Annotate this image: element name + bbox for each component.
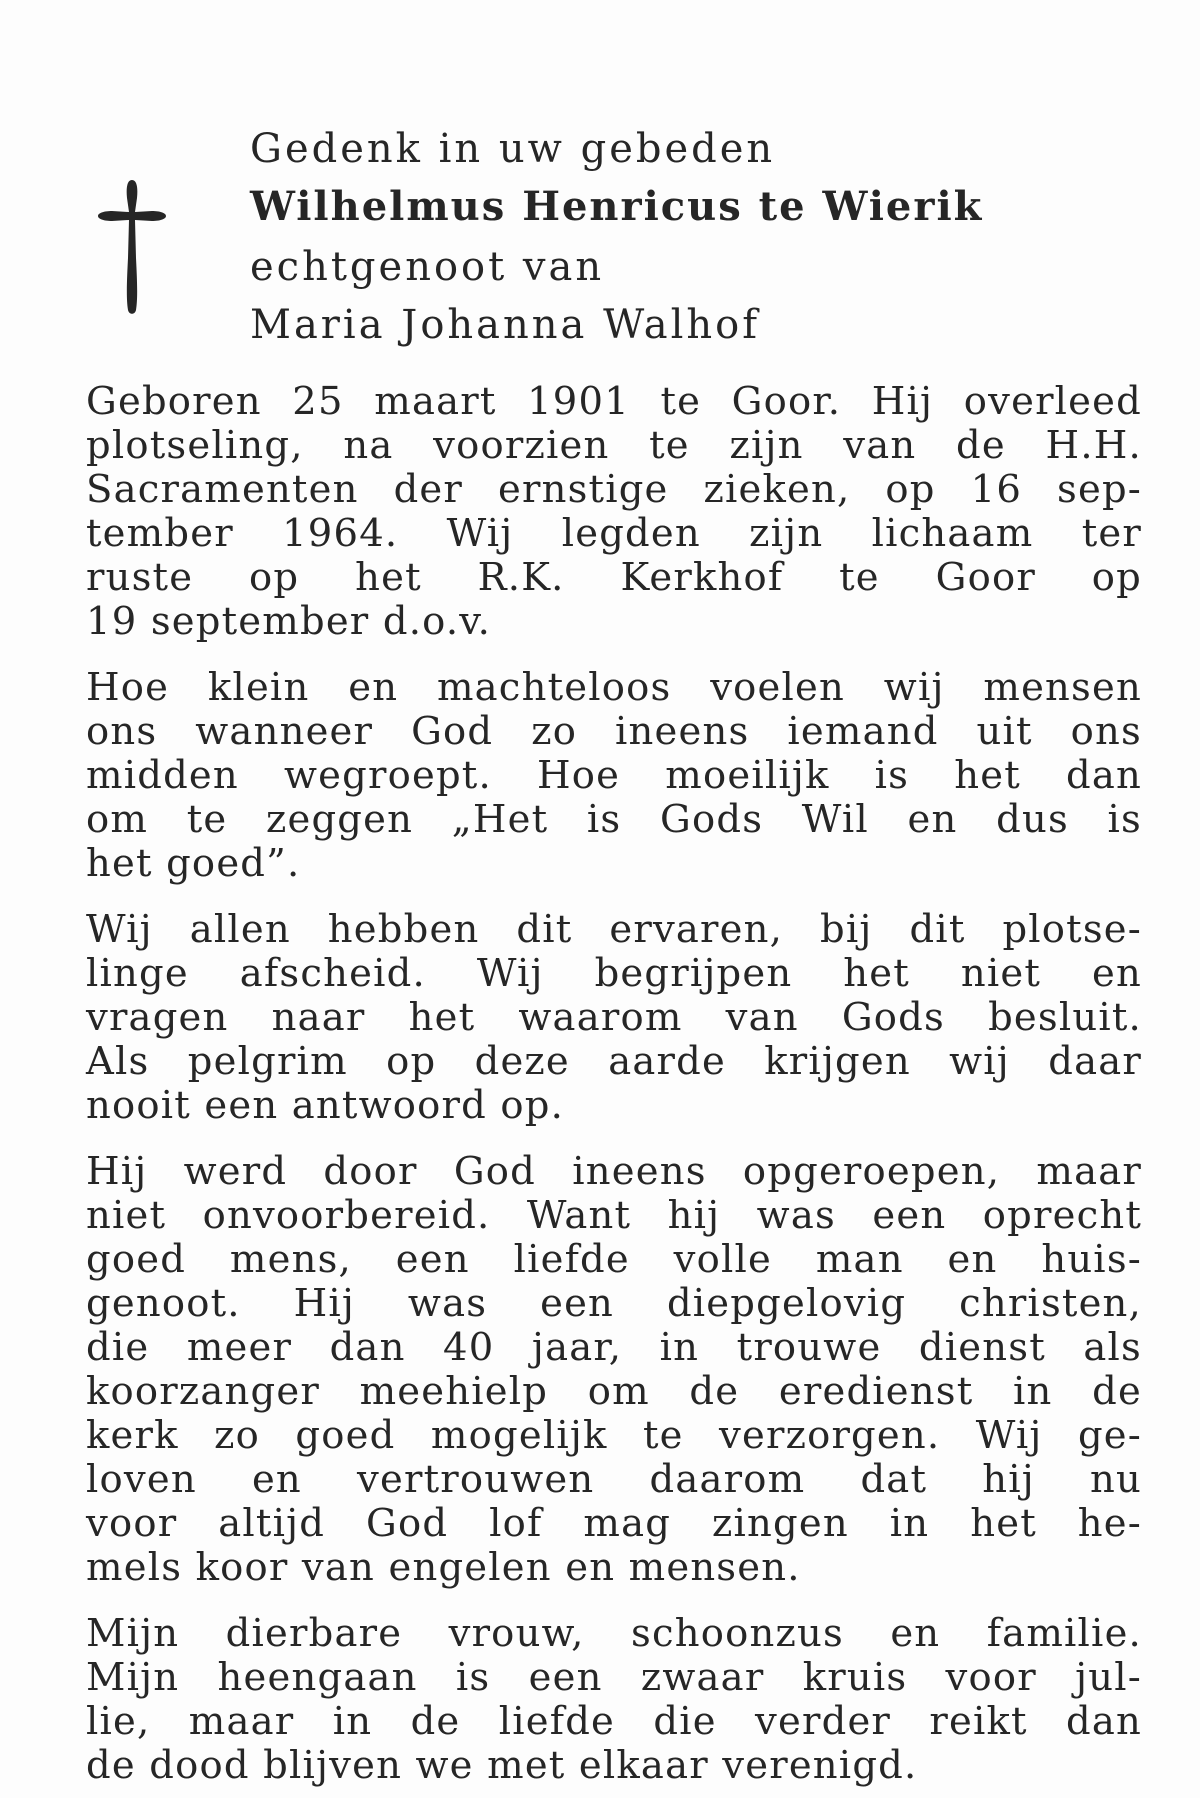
body-text bbox=[86, 380, 1142, 1810]
paragraph-character bbox=[86, 1150, 1142, 1590]
text-line: Als pelgrim op deze aarde krijgen wij daar bbox=[86, 1039, 1142, 1084]
text-line: Hij werd door God ineens opgeroepen, maar bbox=[86, 1149, 1142, 1194]
text-line: nooit een antwoord op. bbox=[86, 1083, 565, 1128]
text-line: mels koor van engelen en mensen. bbox=[86, 1545, 801, 1590]
text-line: voor altijd God lof mag zingen in het he- bbox=[86, 1501, 1142, 1546]
remembrance-line: Gedenk in uw gebeden bbox=[250, 126, 776, 172]
text-line: om te zeggen „Het is Gods Wil en dus is bbox=[86, 797, 1142, 842]
text-line: loven en vertrouwen daarom dat hij nu bbox=[86, 1457, 1142, 1502]
paragraph-birth-death bbox=[86, 380, 1142, 644]
text-line: kerk zo goed mogelijk te verzorgen. Wij ge- bbox=[86, 1413, 1142, 1458]
text-line: de dood blijven we met elkaar verenigd. bbox=[86, 1743, 918, 1788]
text-line: goed mens, een liefde volle man en huis- bbox=[86, 1237, 1142, 1282]
text-line: het goed”. bbox=[86, 841, 301, 886]
spouse-intro: echtgenoot van bbox=[250, 244, 605, 290]
text-line: Geboren 25 maart 1901 te Goor. Hij overleed bbox=[86, 379, 1142, 424]
text-line: ons wanneer God zo ineens iemand uit ons bbox=[86, 709, 1142, 754]
header bbox=[250, 120, 1110, 354]
paragraph-farewell bbox=[86, 908, 1142, 1128]
text-line: tember 1964. Wij legden zijn lichaam ter bbox=[86, 511, 1142, 556]
text-line: Mijn heengaan is een zwaar kruis voor jul- bbox=[86, 1655, 1142, 1700]
text-line: 19 september d.o.v. bbox=[86, 599, 492, 644]
text-line: vragen naar het waarom van Gods besluit. bbox=[86, 995, 1142, 1040]
text-line: lie, maar in de liefde die verder reikt dan bbox=[86, 1699, 1142, 1744]
text-line: koorzanger meehielp om de eredienst in de bbox=[86, 1369, 1142, 1414]
text-line: Hoe klein en machteloos voelen wij mensen bbox=[86, 665, 1142, 710]
deceased-name: Wilhelmus Henricus te Wierik bbox=[250, 183, 984, 230]
text-line: Sacramenten der ernstige zieken, op 16 sep- bbox=[86, 467, 1142, 512]
cross-icon bbox=[92, 178, 172, 318]
text-line: midden wegroept. Hoe moeilijk is het dan bbox=[86, 753, 1142, 798]
text-line: niet onvoorbereid. Want hij was een oprecht bbox=[86, 1193, 1142, 1238]
paragraph-closing bbox=[86, 1612, 1142, 1788]
text-line: Wij allen hebben dit ervaren, bij dit plotse- bbox=[86, 907, 1142, 952]
text-line: plotseling, na voorzien te zijn van de H.H. bbox=[86, 423, 1142, 468]
text-line: linge afscheid. Wij begrijpen het niet en bbox=[86, 951, 1142, 996]
text-line: Mijn dierbare vrouw, schoonzus en familie. bbox=[86, 1611, 1142, 1656]
text-line: genoot. Hij was een diepgelovig christen, bbox=[86, 1281, 1142, 1326]
paragraph-reflection bbox=[86, 666, 1142, 886]
text-line: ruste op het R.K. Kerkhof te Goor op bbox=[86, 555, 1142, 600]
text-line: die meer dan 40 jaar, in trouwe dienst als bbox=[86, 1325, 1142, 1370]
spouse-name: Maria Johanna Walhof bbox=[250, 302, 761, 348]
